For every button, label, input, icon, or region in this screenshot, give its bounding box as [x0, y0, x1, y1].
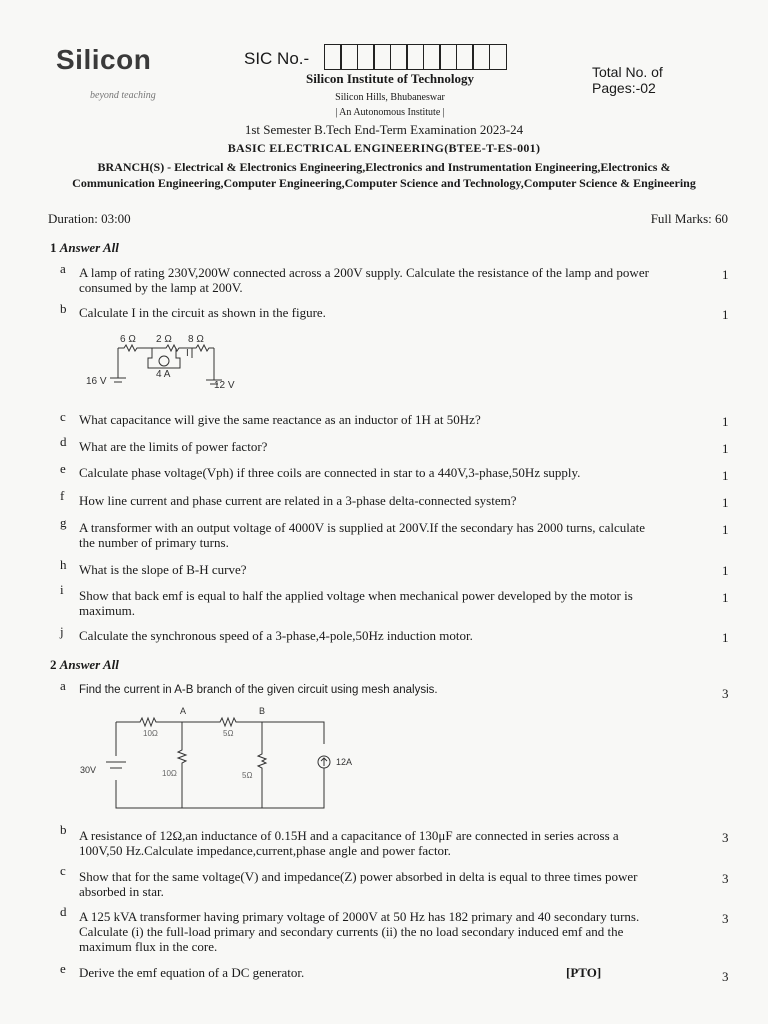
question-text: Show that for the same voltage(V) and impedance(Z) power absorbed in delta is equal to three times power absorbed in star.	[79, 869, 638, 899]
fig2-voltage-label: 30V	[80, 765, 97, 775]
question-marks: 3	[722, 969, 729, 984]
question-letter: b	[60, 822, 67, 837]
question-letter: g	[60, 515, 67, 530]
question-letter: d	[60, 434, 67, 449]
sic-box[interactable]	[489, 44, 507, 70]
total-pages-line2: Pages:-02	[592, 80, 656, 96]
question-letter: e	[60, 961, 66, 976]
section-number: 1	[50, 240, 57, 255]
fig1-r3-label: 8 Ω	[188, 334, 204, 345]
fig1-r1-label: 6 Ω	[120, 334, 136, 345]
fig1-v1-label: 16 V	[86, 376, 107, 387]
question-marks: 1	[722, 307, 729, 322]
question-text: A resistance of 12Ω,an inductance of 0.15H and a capacitance of 130μF are connected in series across a 100V,50 Hz.Calculate impedance,current,phase angle and power factor.	[79, 828, 619, 858]
sic-box[interactable]	[439, 44, 457, 70]
question-marks: 3	[722, 911, 729, 926]
question-text: A transformer with an output voltage of 4000V is supplied at 200V.If the secondary has 2000 turns, calculate the number of primary turns.	[79, 520, 645, 550]
institute-autonomous: | An Autonomous Institute |	[335, 107, 445, 118]
circuit-figure-1	[80, 328, 250, 396]
section-number: 2	[50, 657, 57, 672]
fig2-node-b: B	[259, 706, 266, 716]
fig2-r-top2: 5Ω	[223, 729, 234, 738]
fig1-current-source-label: 4 A	[156, 369, 171, 380]
question-marks: 1	[722, 414, 729, 429]
total-pages-line1: Total No. of	[592, 64, 663, 80]
sic-box[interactable]	[340, 44, 358, 70]
institute-name: Silicon Institute of Technology	[306, 71, 474, 86]
sic-number-boxes[interactable]	[325, 44, 507, 70]
institute-logo: Silicon	[56, 44, 152, 75]
section-2-heading	[50, 657, 119, 673]
full-marks: Full Marks: 60	[650, 211, 728, 226]
question-marks: 1	[722, 468, 729, 483]
fig2-r-top1: 10Ω	[143, 729, 158, 738]
question-letter: e	[60, 461, 66, 476]
question-letter: i	[60, 582, 64, 597]
question-text: Derive the emf equation of a DC generator.	[79, 965, 305, 980]
sic-box[interactable]	[390, 44, 408, 70]
question-letter: c	[60, 863, 66, 878]
branch-list: BRANCH(S) - Electrical & Electronics Engineering,Electronics and Instrumentation Engineering,Electronics & Communication Engineering,Computer Engineering,Computer Science and Technology,Computer Science & Engineering	[72, 160, 696, 190]
question-text: Calculate phase voltage(Vph) if three coils are connected in star to a 440V,3-phase,50Hz supply.	[79, 465, 581, 480]
fig2-r-mid2: 5Ω	[242, 771, 253, 780]
fig2-r-mid1: 10Ω	[162, 769, 177, 778]
section-1-heading	[50, 240, 119, 256]
question-letter: h	[60, 557, 67, 572]
question-text: How line current and phase current are related in a 3-phase delta-connected system?	[79, 493, 517, 508]
sic-box[interactable]	[423, 44, 441, 70]
fig1-current-label: I	[186, 348, 189, 359]
section-title: Answer All	[59, 240, 119, 255]
question-letter: a	[60, 678, 66, 693]
question-marks: 1	[722, 522, 729, 537]
sic-box[interactable]	[406, 44, 424, 70]
question-marks: 3	[722, 686, 729, 701]
fig1-r2-label: 2 Ω	[156, 334, 172, 345]
section-title: Answer All	[59, 657, 119, 672]
duration: Duration: 03:00	[48, 211, 131, 226]
question-marks: 3	[722, 871, 729, 886]
sic-label: SIC No.-	[244, 49, 310, 68]
logo-tagline: beyond teaching	[90, 90, 156, 101]
question-letter: j	[60, 624, 64, 639]
pto-label: [PTO]	[566, 965, 602, 980]
question-text: What is the slope of B-H curve?	[79, 562, 247, 577]
fig1-v2-label: 12 V	[214, 380, 235, 391]
question-letter: a	[60, 261, 66, 276]
question-marks: 1	[722, 563, 729, 578]
question-marks: 1	[722, 441, 729, 456]
question-marks: 1	[722, 267, 729, 282]
question-letter: c	[60, 409, 66, 424]
sic-box[interactable]	[373, 44, 391, 70]
question-marks: 1	[722, 590, 729, 605]
question-marks: 3	[722, 830, 729, 845]
question-text: Calculate the synchronous speed of a 3-phase,4-pole,50Hz induction motor.	[79, 628, 473, 643]
sic-box[interactable]	[472, 44, 490, 70]
subject-title: BASIC ELECTRICAL ENGINEERING(BTEE-T-ES-001)	[227, 141, 541, 155]
question-text: Show that back emf is equal to half the applied voltage when mechanical power developed by the motor is maximum.	[79, 588, 633, 618]
question-text: What capacitance will give the same reactance as an inductor of 1H at 50Hz?	[79, 412, 481, 427]
question-letter: d	[60, 904, 67, 919]
exam-title: 1st Semester B.Tech End-Term Examination 2023-24	[244, 122, 524, 137]
question-letter: b	[60, 301, 67, 316]
question-text: What are the limits of power factor?	[79, 439, 268, 454]
question-marks: 1	[722, 630, 729, 645]
question-text: Find the current in A-B branch of the given circuit using mesh analysis.	[79, 684, 438, 696]
question-text: A 125 kVA transformer having primary voltage of 2000V at 50 Hz has 182 primary and 40 secondary turns. Calculate (i) the full-load primary and secondary currents (ii) the no load secondary induced emf and the maximum flux in the core.	[79, 909, 640, 954]
sic-box[interactable]	[324, 44, 342, 70]
question-letter: f	[60, 488, 65, 503]
question-text: A lamp of rating 230V,200W connected across a 200V supply. Calculate the resistance of the lamp and power consumed by the lamp at 200V.	[79, 265, 649, 295]
sic-box[interactable]	[456, 44, 474, 70]
question-marks: 1	[722, 495, 729, 510]
fig2-current-label: 12A	[336, 757, 353, 767]
question-text: Calculate I in the circuit as shown in the figure.	[79, 305, 326, 320]
fig2-node-a: A	[180, 706, 187, 716]
institute-address: Silicon Hills, Bhubaneswar	[335, 92, 445, 103]
sic-box[interactable]	[357, 44, 375, 70]
total-pages	[592, 64, 663, 96]
circuit-figure-2	[76, 702, 376, 812]
